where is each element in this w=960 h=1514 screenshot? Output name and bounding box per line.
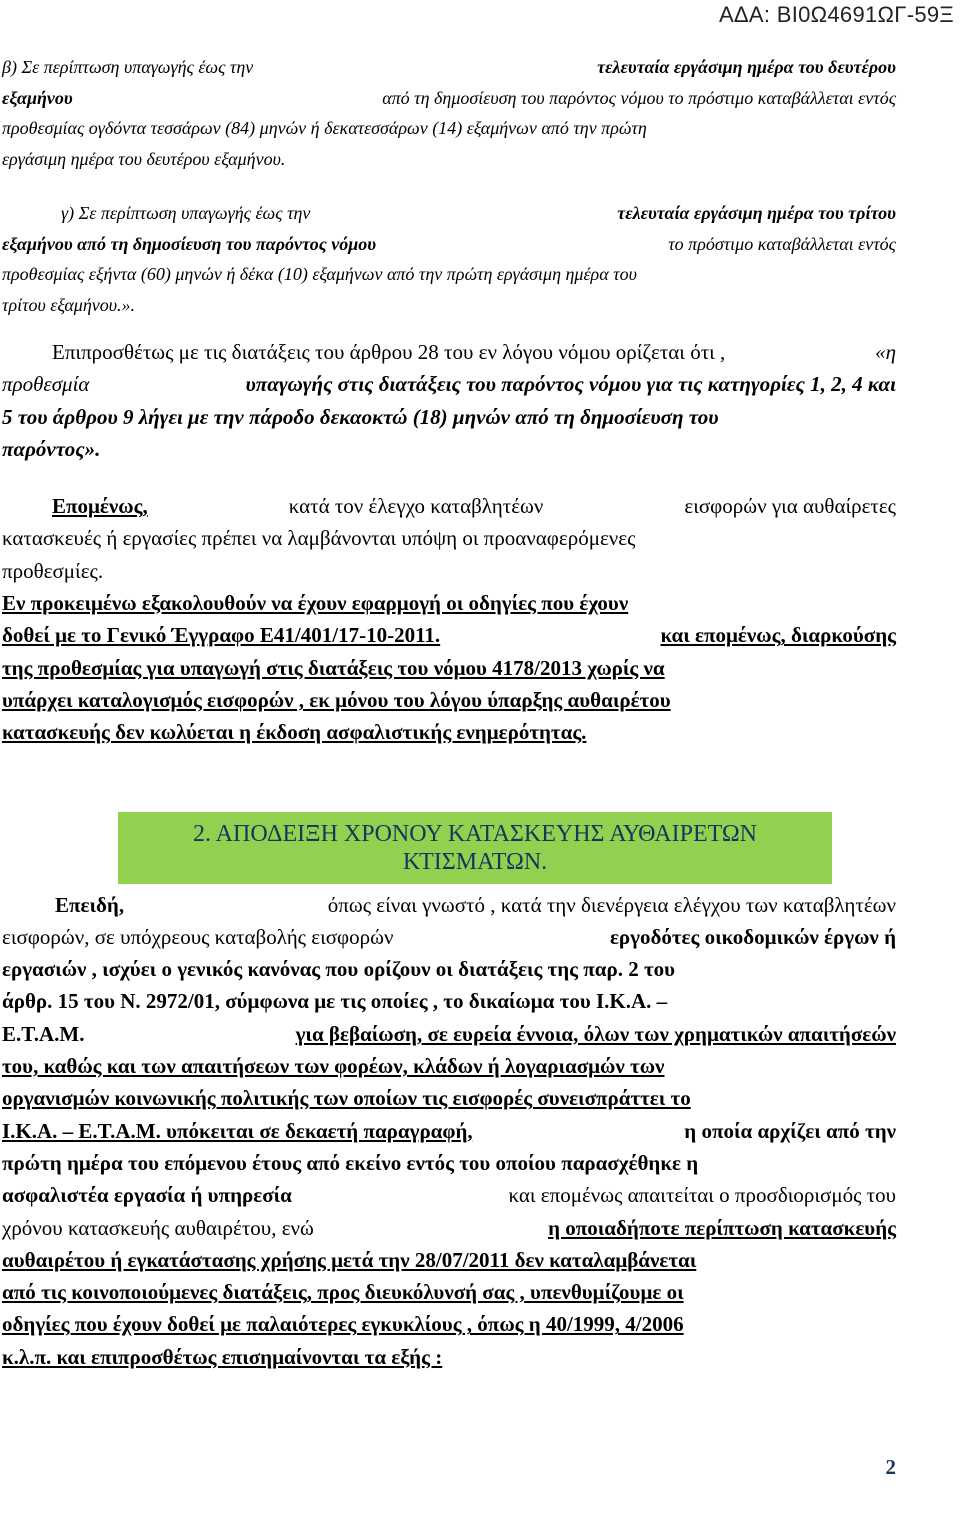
text-line [0, 555, 896, 587]
text-run: όπως είναι γνωστό , κατά την διενέργεια ελέγχου των καταβλητέων [327, 892, 896, 917]
text-line [0, 587, 896, 619]
text-run: δοθεί με το Γενικό Έγγραφο Ε41/401/17-10-2011. [2, 623, 441, 648]
text-run: εξαμήνου από τη δημοσίευση του παρόντος νόμου [2, 233, 377, 254]
text-run: ασφαλιστέα εργασία ή υπηρεσία [2, 1183, 292, 1208]
text-run: εισφορών για αυθαίρετες [684, 494, 896, 519]
text-line [0, 953, 896, 985]
text-line [0, 985, 896, 1017]
text-run: Επιπροσθέτως με τις διατάξεις του άρθρου 28 του εν λόγου νόμου ορίζεται ότι , [52, 340, 726, 364]
text-run: και επομένως, διαρκούσης [660, 623, 896, 648]
text-line [0, 1244, 896, 1276]
text-run: προθεσμία [2, 372, 90, 397]
text-run: «η [875, 340, 896, 364]
text-run: η οποία αρχίζει από την [684, 1118, 896, 1143]
text-run: κ.λ.π. και επιπροσθέτως επισημαίνονται τα εξής : [2, 1344, 443, 1369]
text-run: β) Σε περίπτωση υπαγωγής έως την [2, 57, 254, 77]
text-line [0, 259, 896, 290]
text-run: παρόντος». [2, 436, 101, 461]
text-run: από τη δημοσίευση του παρόντος νόμου το πρόστιμο καταβάλλεται εντός [382, 87, 896, 108]
text-run: εξαμήνου [2, 87, 73, 108]
text-run: άρθρ. 15 του Ν. 2972/01, σύμφωνα με τις οποίες , το δικαίωμα του Ι.Κ.Α. – [2, 989, 668, 1014]
text-run: οργανισμών κοινωνικής πολιτικής των οποίων τις εισφορές συνεισπράττει το [2, 1086, 691, 1111]
section-heading-line-2: ΚΤΙΣΜΑΤΩΝ. [402, 849, 548, 875]
text-run: της προθεσμίας για υπαγωγή στις διατάξεις του νόμου 4178/2013 χωρίς να [2, 655, 665, 680]
text-run: τελευταία εργάσιμη ημέρα του δευτέρου [597, 57, 896, 77]
text-run: εργάσιμη ημέρα του δευτέρου εξαμήνου. [2, 148, 286, 169]
text-run: για βεβαίωση, σε ευρεία έννοια, όλων των χρηματικών απαιτήσεών [295, 1021, 896, 1046]
text-line [0, 336, 896, 368]
text-line [0, 1082, 896, 1114]
text-line [0, 1276, 896, 1308]
text-run: 5 του άρθρου 9 λήγει με την πάροδο δεκαοκτώ (18) μηνών από τη δημοσίευση του [2, 404, 719, 429]
text-line [0, 368, 896, 400]
paragraph-followed [0, 587, 896, 748]
text-run: προθεσμίας εξήντα (60) μηνών ή δέκα (10) εξαμήνων από την πρώτη εργάσιμη ημέρα του [2, 264, 637, 284]
text-line [0, 401, 896, 433]
text-line [0, 290, 896, 321]
text-run: του, καθώς και των απαιτήσεων των φορέων, κλάδων ή λογαριασμών των [2, 1054, 665, 1079]
paragraph-article-28 [0, 336, 896, 465]
text-line [0, 198, 896, 229]
text-run: από τις κοινοποιούμενες διατάξεις, προς διευκόλυνσή σας , υπενθυμίζουμε οι [2, 1280, 684, 1305]
text-run: και επομένως απαιτείται ο προσδιορισμός του [508, 1183, 896, 1208]
text-line [0, 1179, 896, 1211]
text-run: εργασιών , ισχύει ο γενικός κανόνας που ορίζουν οι διατάξεις της παρ. 2 του [2, 957, 676, 982]
text-run: οδηγίες που έχουν δοθεί με παλαιότερες εγκυκλίους , όπως η 40/1999, 4/2006 [2, 1312, 684, 1337]
section-heading-line-1: 2. ΑΠΟΔΕΙΞΗ ΧΡΟΝΟΥ ΚΑΤΑΣΚΕΥΗΣ ΑΥΘΑΙΡΕΤΩΝ [192, 821, 757, 847]
text-line [0, 433, 896, 465]
text-run: γ) Σε περίπτωση υπαγωγής έως την [61, 203, 311, 223]
text-run: Επειδή, [55, 892, 125, 917]
text-run: η οποιαδήποτε περίπτωση κατασκευής [548, 1215, 896, 1240]
text-line [0, 1212, 896, 1244]
text-line [0, 83, 896, 114]
text-line [0, 1308, 896, 1340]
text-run: Ι.Κ.Α. – Ε.Τ.Α.Μ. υπόκειται σε δεκαετή παραγραφή, [2, 1118, 473, 1143]
text-line [0, 1018, 896, 1050]
document-reference-code: ΑΔΑ: ΒΙ0Ω4691ΩΓ-59Ξ [718, 2, 954, 27]
text-run: πρώτη ημέρα του επόμενου έτους από εκείνο εντός του οποίου παρασχέθηκε η [2, 1150, 699, 1175]
paragraph-since [0, 889, 896, 1373]
text-line [0, 1115, 896, 1147]
document-body [0, 52, 896, 1373]
text-run: κατασκευής δεν κωλύεται η έκδοση ασφαλιστικής ενημερότητας. [2, 720, 587, 745]
text-line [0, 522, 896, 554]
text-line [0, 1147, 896, 1179]
text-run: υπάρχει καταλογισμός εισφορών , εκ μόνου του λόγου ύπαρξης αυθαιρέτου [2, 687, 671, 712]
section-heading [118, 812, 832, 884]
text-run: κατά τον έλεγχο καταβλητέων [288, 494, 544, 519]
text-line [0, 652, 896, 684]
text-run: προθεσμίες. [2, 558, 104, 583]
page-number: 2 [885, 1455, 896, 1479]
text-run: το πρόστιμο καταβάλλεται εντός [668, 233, 896, 254]
text-line [0, 229, 896, 260]
text-line [0, 889, 896, 921]
text-run: υπαγωγής στις διατάξεις του παρόντος νόμου για τις κατηγορίες 1, 2, 4 και [245, 372, 896, 397]
text-line [0, 1341, 896, 1373]
paragraph-c [0, 198, 896, 320]
text-run: Ε.Τ.Α.Μ. [2, 1021, 85, 1046]
text-line [0, 52, 896, 83]
text-line [0, 113, 896, 144]
text-run: αυθαιρέτου ή εγκατάστασης χρήσης μετά την 28/07/2011 δεν καταλαμβάνεται [2, 1247, 697, 1272]
text-line [0, 716, 896, 748]
text-run: εισφορών, σε υπόχρεους καταβολής εισφορών [2, 924, 394, 949]
text-run: χρόνου κατασκευής αυθαιρέτου, ενώ [2, 1215, 314, 1240]
text-run: Εν προκειμένω εξακολουθούν να έχουν εφαρμογή οι οδηγίες που έχουν [2, 591, 629, 616]
text-line [0, 619, 896, 651]
text-run: εργοδότες οικοδομικών έργων ή [609, 924, 896, 949]
text-line [0, 684, 896, 716]
text-run: κατασκευές ή εργασίες πρέπει να λαμβάνονται υπόψη οι προαναφερόμενες [2, 526, 636, 551]
paragraph-b [0, 52, 896, 174]
text-run: προθεσμίας ογδόντα τεσσάρων (84) μηνών ή δεκατεσσάρων (14) εξαμήνων από την πρώτη [2, 118, 647, 138]
text-line [0, 921, 896, 953]
text-line [0, 490, 896, 522]
text-run: τελευταία εργάσιμη ημέρα του τρίτου [617, 203, 896, 223]
text-line [0, 144, 896, 175]
text-line [0, 1050, 896, 1082]
text-run: τρίτου εξαμήνου.». [2, 294, 135, 315]
text-run: Επομένως, [52, 494, 148, 519]
paragraph-therefore [0, 490, 896, 587]
